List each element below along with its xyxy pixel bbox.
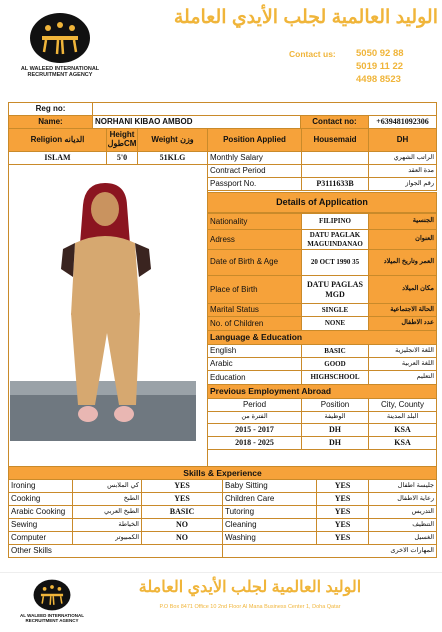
emp-row-1-country: KSA: [368, 423, 437, 437]
passport-no-label: Passport No.: [207, 177, 302, 191]
dob-label: Date of Birth & Age: [207, 249, 302, 276]
skill-left-ar: الطبخ: [72, 492, 142, 506]
skill-right-ar: جليسة اطفال: [368, 479, 437, 493]
skill-left-ar: الكمبيوتر: [72, 531, 142, 545]
children-label: No. of Children: [207, 316, 302, 331]
religion-header: Religion الديانه: [8, 128, 107, 152]
english-ar: اللغة الانجليزية: [368, 344, 437, 358]
emp-row-1-period: 2015 - 2017: [207, 423, 302, 437]
footer: [0, 572, 442, 632]
skill-right-label: Cleaning: [222, 518, 317, 532]
emp-row-2-country: KSA: [368, 436, 437, 450]
arabic-ar: اللغة العربية: [368, 357, 437, 371]
contract-period-value: [301, 164, 369, 178]
name-label: Name:: [8, 115, 93, 129]
nationality-value: FILIPINO: [301, 213, 369, 230]
skill-right-label: Tutoring: [222, 505, 317, 519]
reg-no-value: [92, 102, 437, 116]
skill-left-ar: كي الملابس: [72, 479, 142, 493]
skill-left-label: Cooking: [8, 492, 73, 506]
skill-left-label: Ironing: [8, 479, 73, 493]
children-value: NONE: [301, 316, 369, 331]
footer-address: P.O Box 8471 Office 10 2nd Floor Al Mana Business Center 1, Doha Qatar: [159, 604, 341, 610]
nationality-ar: الجنسية: [368, 213, 437, 230]
education-ar: التعليم: [368, 370, 437, 385]
height-header: Height طولCM: [106, 128, 138, 152]
place-of-birth-label: Place of Birth: [207, 275, 302, 304]
children-ar: عدد الاطفال: [368, 316, 437, 331]
emp-row-2-period: 2018 - 2025: [207, 436, 302, 450]
skill-right-ar: التنظيف: [368, 518, 437, 532]
position-header: Position Applied: [207, 128, 302, 152]
skill-left-ar: الطبخ العربي: [72, 505, 142, 519]
passport-no-value: P3111633B: [301, 177, 369, 191]
emp-header-position: Position: [301, 398, 369, 412]
religion-value: ISLAM: [8, 151, 107, 165]
nationality-label: Nationality: [207, 213, 302, 230]
contact-no-value: +639481092306: [368, 115, 437, 129]
height-value: 5'0: [106, 151, 138, 165]
other-skills-ar: المهارات الاخرى: [222, 544, 437, 558]
address-label: Adress: [207, 229, 302, 250]
phone-3: 4498 8523: [356, 74, 401, 85]
emp-header-country-ar: البلد المدينة: [368, 411, 437, 424]
marital-status-value: SINGLE: [301, 303, 369, 317]
details-title: Details of Application: [207, 192, 437, 213]
weight-value: 51KLG: [137, 151, 208, 165]
name-value: NORHANI KIBAO AMBOD: [92, 115, 301, 129]
monthly-salary-value: [301, 151, 369, 165]
position-code: DH: [368, 128, 437, 152]
address-value: DATU PAGLAK MAGUINDANAO: [301, 229, 369, 250]
contract-period-label: Contract Period: [207, 164, 302, 178]
skill-right-label: Children Care: [222, 492, 317, 506]
english-label: English: [207, 344, 302, 358]
phone-2: 5019 11 22: [356, 61, 404, 72]
skill-left-label: Sewing: [8, 518, 73, 532]
emp-header-position-ar: الوظيفة: [301, 411, 369, 424]
skill-right-value: YES: [316, 518, 369, 532]
footer-logo-caption: AL WALEED INTERNATIONAL RECRUITMENT AGENCY: [19, 613, 85, 624]
marital-status-ar: الحالة الاجتماعية: [368, 303, 437, 317]
contract-period-ar: مدة العقد: [368, 164, 437, 178]
logo-caption: AL WALEED INTERNATIONAL RECRUITMENT AGENCY: [20, 66, 100, 79]
agency-arabic-title: الوليد العالمية لجلب الأيدي العاملة: [173, 7, 438, 28]
footer-arabic-title: الوليد العالمية لجلب الأيدي العاملة: [138, 579, 362, 596]
agency-logo-icon: [28, 12, 92, 64]
monthly-salary-label: Monthly Salary: [207, 151, 302, 165]
skill-right-value: YES: [316, 479, 369, 493]
education-value: HIGHSCHOOL: [301, 370, 369, 385]
skill-right-value: YES: [316, 492, 369, 506]
reg-no-label: Reg no:: [8, 102, 93, 116]
place-of-birth-ar: مكان الميلاد: [368, 275, 437, 304]
header: [0, 0, 442, 98]
person-photo-icon: [9, 165, 207, 466]
emp-header-period: Period: [207, 398, 302, 412]
skill-right-ar: التدريس: [368, 505, 437, 519]
phone-1: 5050 92 88: [356, 48, 404, 59]
skill-right-ar: الغسيل: [368, 531, 437, 545]
footer-logo-icon: [30, 579, 74, 611]
skill-left-value: YES: [141, 492, 223, 506]
skill-right-value: YES: [316, 505, 369, 519]
english-value: BASIC: [301, 344, 369, 358]
emp-header-period-ar: الفترة من: [207, 411, 302, 424]
language-title: Language & Education: [207, 330, 437, 345]
emp-row-2-position: DH: [301, 436, 369, 450]
contact-label: Contact us:: [289, 49, 336, 59]
place-of-birth-value: DATU PAGLAS MGD: [301, 275, 369, 304]
arabic-label: Arabic: [207, 357, 302, 371]
marital-status-label: Marital Status: [207, 303, 302, 317]
emp-row-3-empty: [207, 449, 437, 467]
skill-right-label: Baby Sitting: [222, 479, 317, 493]
skill-right-label: Washing: [222, 531, 317, 545]
address-ar: العنوان: [368, 229, 437, 250]
candidate-photo: [8, 164, 208, 467]
weight-header: Weight وزن: [137, 128, 208, 152]
arabic-value: GOOD: [301, 357, 369, 371]
emp-header-country: City, County: [368, 398, 437, 412]
passport-no-ar: رقم الجواز: [368, 177, 437, 191]
skill-left-value: YES: [141, 479, 223, 493]
skills-title: Skills & Experience: [8, 466, 437, 480]
employment-title: Previous Employment Abroad: [207, 384, 437, 399]
position-value: Housemaid: [301, 128, 369, 152]
education-label: Education: [207, 370, 302, 385]
skill-right-value: YES: [316, 531, 369, 545]
dob-ar: العمر وتاريخ الميلاد: [368, 249, 437, 276]
contact-no-label: Contact no:: [300, 115, 369, 129]
skill-left-ar: الخياطة: [72, 518, 142, 532]
other-skills-label: Other Skills: [8, 544, 223, 558]
skill-left-value: NO: [141, 518, 223, 532]
skill-left-label: Computer: [8, 531, 73, 545]
emp-row-1-position: DH: [301, 423, 369, 437]
skill-right-ar: رعاية الاطفال: [368, 492, 437, 506]
skill-left-value: NO: [141, 531, 223, 545]
skill-left-label: Arabic Cooking: [8, 505, 73, 519]
dob-value: 20 OCT 1990 35: [301, 249, 369, 276]
skill-left-value: BASIC: [141, 505, 223, 519]
monthly-salary-ar: الراتب الشهري: [368, 151, 437, 165]
